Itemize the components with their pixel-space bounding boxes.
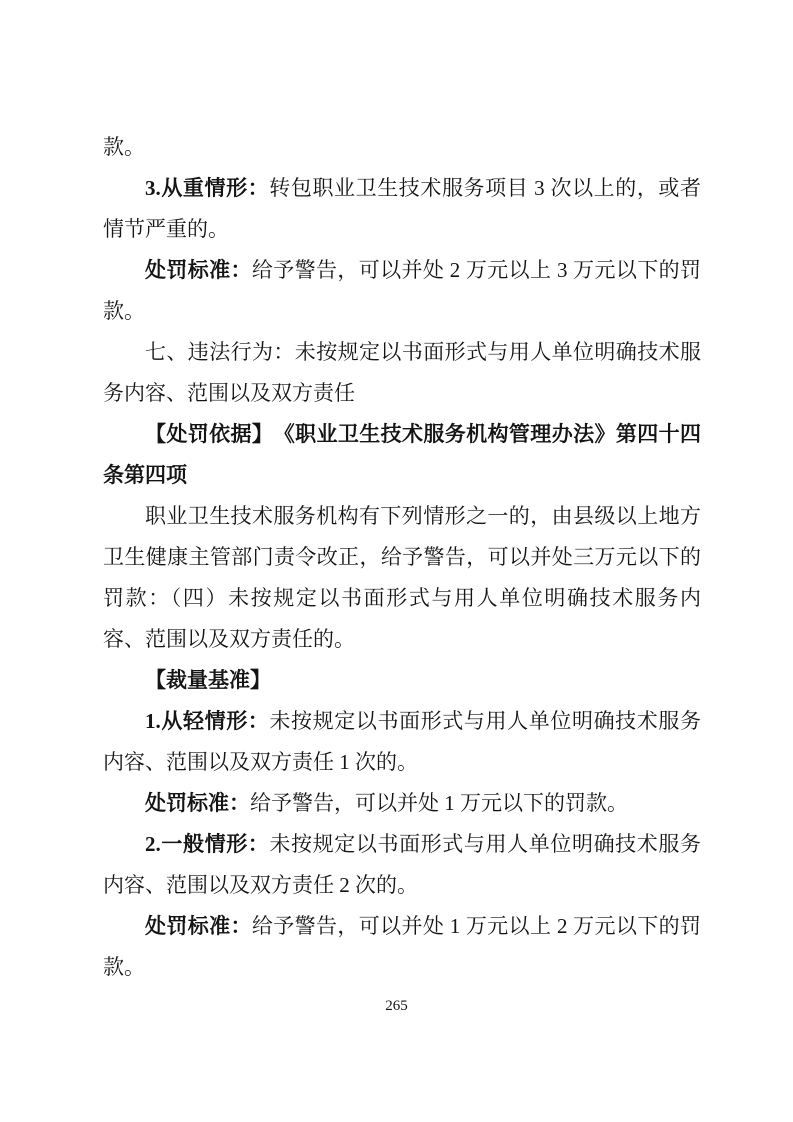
paragraph-text: 职业卫生技术服务机构有下列情形之一的，由县级以上地方卫生健康主管部门责令改正，给予警告，可以并处三万元以下的罚款：（四）未按规定以书面形式与用人单位明确技术服务内容、范围以及双方责任的。: [103, 504, 701, 651]
clause-label: 2.一般情形：: [145, 832, 270, 856]
paragraph-penalty-standard: [103, 783, 701, 824]
paragraph-penalty-standard: [103, 906, 701, 988]
paragraph-text: 【裁量基准】: [145, 668, 271, 692]
paragraph-text: 【处罚依据】 《职业卫生技术服务机构管理办法》第四十四条第四项: [103, 422, 701, 487]
clause-label: 3.从重情形：: [145, 176, 270, 200]
document-body: [103, 127, 701, 988]
paragraph-penalty-basis-heading: [103, 414, 701, 496]
paragraph-text: 七、违法行为：未按规定以书面形式与用人单位明确技术服务内容、范围以及双方责任: [103, 340, 701, 405]
paragraph-text: 给予警告，可以并处 1 万元以下的罚款。: [250, 791, 628, 815]
paragraph-violation-heading: [103, 332, 701, 414]
paragraph-benchmark-heading: [103, 660, 701, 701]
clause-label: 处罚标准：: [145, 914, 252, 938]
page-number: 265: [385, 998, 408, 1014]
paragraph-text: 给予警告，可以并处 2 万元以上 3 万元以下的罚款。: [103, 258, 702, 323]
clause-label: 处罚标准：: [145, 258, 252, 282]
paragraph-aggravating-circumstance: [103, 168, 701, 250]
paragraph-text: 转包职业卫生技术服务项目 3 次以上的，或者情节严重的。: [103, 176, 702, 241]
paragraph-continuation: [103, 127, 701, 168]
paragraph-text: 给予警告，可以并处 1 万元以上 2 万元以下的罚款。: [103, 914, 702, 979]
paragraph-mitigating-circumstance: [103, 701, 701, 783]
paragraph-text: 未按规定以书面形式与用人单位明确技术服务内容、范围以及双方责任 1 次的。: [103, 709, 702, 774]
paragraph-general-circumstance: [103, 824, 701, 906]
clause-label: 处罚标准：: [145, 791, 250, 815]
paragraph-penalty-standard: [103, 250, 701, 332]
clause-label: 1.从轻情形：: [145, 709, 270, 733]
paragraph-text: 未按规定以书面形式与用人单位明确技术服务内容、范围以及双方责任 2 次的。: [103, 832, 702, 897]
paragraph-statute-text: [103, 496, 701, 660]
paragraph-text: 款。: [103, 135, 145, 159]
